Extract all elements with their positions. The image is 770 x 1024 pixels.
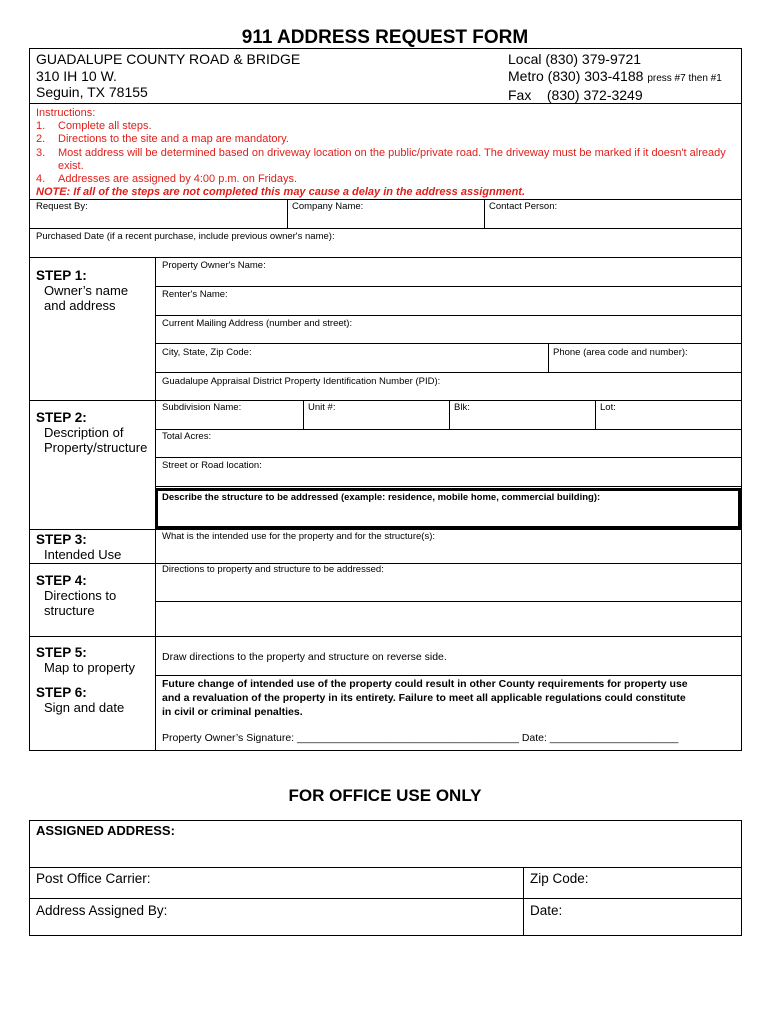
contact-metro-note: press #7 then #1 (647, 72, 722, 84)
step-1: STEP 1: Owner’s name and address (36, 268, 129, 313)
request-by-field[interactable]: Request By: (36, 201, 88, 212)
directions-field[interactable]: Directions to property and structure to be addressed: (162, 564, 384, 575)
assigned-by-field[interactable]: Address Assigned By: (36, 903, 168, 918)
contact-metro: Metro (830) 303-4188 press #7 then #1 (508, 67, 722, 84)
describe-structure-label: Describe the structure to be addressed (example: residence, mobile home, commercial building): (162, 492, 601, 503)
office-use-title: FOR OFFICE USE ONLY (288, 786, 482, 805)
contact-person-field[interactable]: Contact Person: (489, 201, 558, 212)
instruction-item: 4. Addresses are assigned by 4:00 p.m. on Fridays. (36, 173, 298, 186)
form-title: 911 ADDRESS REQUEST FORM (241, 27, 529, 48)
step-6: STEP 6: Sign and date (36, 685, 125, 715)
instructions-note: NOTE: If all of the steps are not completed this may cause a delay in the address assignment. (36, 186, 526, 199)
step-2: STEP 2: Description of Property/structure (36, 410, 148, 455)
contact-fax: Fax (830) 372-3249 (508, 87, 643, 103)
company-name-field[interactable]: Company Name: (292, 201, 364, 212)
post-office-carrier-field[interactable]: Post Office Carrier: (36, 871, 151, 886)
org-street: 310 IH 10 W. (36, 67, 117, 84)
owner-name-field[interactable]: Property Owner's Name: (162, 260, 266, 271)
phone-field[interactable]: Phone (area code and number): (553, 347, 688, 358)
intended-use-field[interactable]: What is the intended use for the property and for the structure(s): (162, 531, 435, 542)
instructions (36, 107, 726, 199)
purchased-date-field[interactable]: Purchased Date (if a recent purchase, include previous owner's name): (36, 231, 335, 242)
city-state-zip-field[interactable]: City, State, Zip Code: (162, 347, 252, 358)
contact-local: Local (830) 379-9721 (508, 51, 642, 67)
street-location-field[interactable]: Street or Road location: (162, 460, 262, 471)
org-name: GUADALUPE COUNTY ROAD & BRIDGE (36, 51, 301, 67)
warning-text: Future change of intended use of the property could result in other County requirements for property use and a revaluation of the property in its entirety. Failure to meet all applicable regulations could constitute in civil or criminal penalties. (162, 678, 688, 718)
instruction-item: 3. Most address will be determined based on driveway location on the public/private road. The driveway must be marked if it doesn't already exist. (36, 146, 726, 172)
total-acres-field[interactable]: Total Acres: (162, 431, 212, 442)
instructions-heading: Instructions: (36, 107, 96, 119)
mailing-address-field[interactable]: Current Mailing Address (number and street): (162, 318, 353, 329)
office-date-field[interactable]: Date: (530, 903, 563, 918)
zip-code-field[interactable]: Zip Code: (530, 871, 589, 886)
assigned-address-field[interactable]: ASSIGNED ADDRESS: (36, 823, 175, 838)
instruction-item: 1. Complete all steps. (36, 120, 152, 133)
unit-field[interactable]: Unit #: (308, 402, 336, 413)
signature-line[interactable]: Property Owner’s Signature: ______________________________________ Date: ______________________ (162, 732, 679, 744)
subdivision-field[interactable]: Subdivision Name: (162, 402, 242, 413)
org-city: Seguin, TX 78155 (36, 84, 148, 100)
step-4: STEP 4: Directions to structure (36, 573, 117, 618)
draw-directions-text: Draw directions to the property and structure on reverse side. (162, 651, 447, 663)
instruction-item: 2. Directions to the site and a map are mandatory. (36, 133, 289, 146)
lot-field[interactable]: Lot: (600, 402, 616, 413)
blk-field[interactable]: Blk: (454, 402, 470, 413)
step-5: STEP 5: Map to property (36, 645, 136, 675)
renter-name-field[interactable]: Renter's Name: (162, 289, 228, 300)
pid-field[interactable]: Guadalupe Appraisal District Property Identification Number (PID): (162, 376, 441, 387)
step-3: STEP 3: Intended Use (36, 532, 122, 562)
